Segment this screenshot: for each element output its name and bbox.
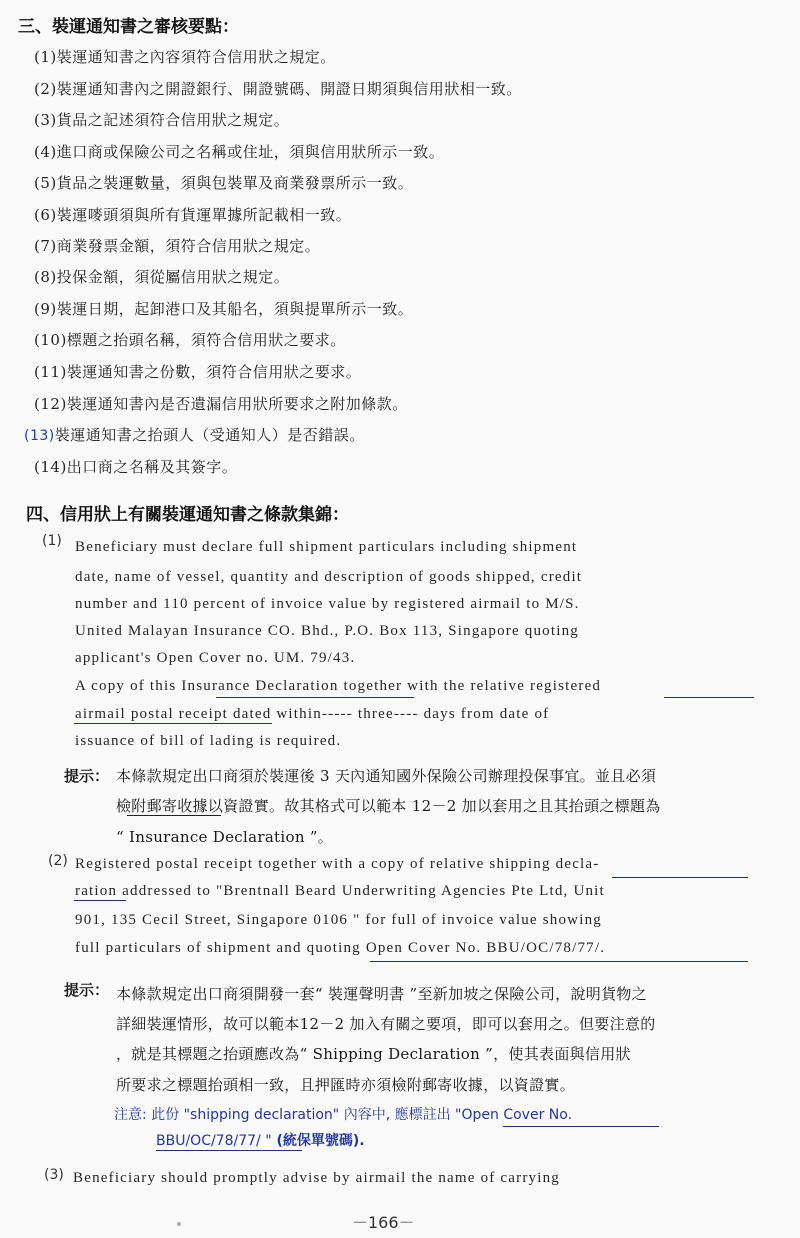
list-item: (3)貨品之記述須符合信用狀之規定。 bbox=[34, 111, 290, 129]
clause-line: airmail postal receipt dated within----- three---- days from date of bbox=[75, 706, 550, 722]
note-label: 提示： bbox=[64, 981, 110, 999]
section-3-heading: 三、裝運通知書之審核要點： bbox=[18, 17, 239, 37]
clause-line: Beneficiary must declare full shipment particulars including shipment bbox=[75, 539, 578, 555]
underline-annotation-code bbox=[156, 1150, 302, 1151]
clause-line: Beneficiary should promptly advise by airmail the name of carrying bbox=[73, 1170, 560, 1186]
clause-number: (2) bbox=[48, 853, 68, 869]
list-item: (1)裝運通知書之內容須符合信用狀之規定。 bbox=[34, 48, 336, 66]
list-item: (4)進口商或保險公司之名稱或住址，須與信用狀所示一致。 bbox=[34, 143, 445, 161]
list-item: (7)商業發票金額，須符合信用狀之規定。 bbox=[34, 237, 321, 255]
clause-line: full particulars of shipment and quoting Open Cover No. BBU/OC/78/77/. bbox=[75, 940, 606, 956]
note-line: 所要求之標題抬頭相一致，且押匯時亦須檢附郵寄收據，以資證實。 bbox=[116, 1076, 576, 1094]
scan-speck bbox=[177, 1222, 181, 1226]
list-item: (10)標題之抬頭名稱，須符合信用狀之要求。 bbox=[34, 331, 346, 349]
clause-number: (1) bbox=[42, 533, 62, 549]
note-label: 提示： bbox=[64, 767, 110, 785]
note-line: 本條款規定出口商須開發一套“ 裝運聲明書 ”至新加坡之保險公司，說明貨物之 bbox=[116, 985, 647, 1003]
annotation-note-code: BBU/OC/78/77/ " (統保單號碼). bbox=[156, 1133, 365, 1149]
underline-insurance-declaration bbox=[216, 697, 414, 698]
underline-shipping-declaration bbox=[612, 877, 748, 878]
list-item: (9)裝運日期，起卸港口及其船名，須與提單所示一致。 bbox=[34, 300, 414, 318]
underline-open-cover-no bbox=[370, 961, 748, 962]
page-number: －166－ bbox=[352, 1213, 415, 1232]
list-item: (2)裝運通知書內之開證銀行、開證號碼、開證日期須與信用狀相一致。 bbox=[34, 80, 522, 98]
clause-line: ration addressed to "Brentnall Beard Underwriting Agencies Pte Ltd, Unit bbox=[75, 883, 605, 899]
clause-line: issuance of bill of lading is required. bbox=[75, 733, 342, 749]
list-item: (12)裝運通知書內是否遺漏信用狀所要求之附加條款。 bbox=[34, 395, 408, 413]
list-item: (11)裝運通知書之份數，須符合信用狀之要求。 bbox=[34, 363, 362, 381]
clause-line: applicant's Open Cover no. UM. 79/43. bbox=[75, 650, 356, 666]
list-item: (5)貨品之裝運數量，須與包裝單及商業發票所示一致。 bbox=[34, 174, 414, 192]
note-line: ，就是其標題之抬頭應改為“ Shipping Declaration ”，使其表面與信用狀 bbox=[116, 1045, 631, 1063]
clause-line: date, name of vessel, quantity and description of goods shipped, credit bbox=[75, 569, 583, 585]
underline-registered bbox=[664, 697, 754, 698]
note-line: 本條款規定出口商須於裝運後 3 天內通知國外保險公司辦理投保事宜。並且必須 bbox=[116, 767, 657, 785]
clause-number: (3) bbox=[44, 1167, 64, 1183]
list-item: (8)投保金額，須從屬信用狀之規定。 bbox=[34, 268, 290, 286]
note-line: “ Insurance Declaration ”。 bbox=[116, 828, 334, 846]
underline-annotation-open-cover bbox=[503, 1126, 659, 1127]
list-item: (13)裝運通知書之抬頭人（受通知人）是否錯誤。 bbox=[24, 426, 365, 444]
note-line: 檢附郵寄收據以資證實。故其格式可以範本 12－2 加以套用之且其抬頭之標題為 bbox=[116, 797, 661, 815]
list-item: (14)出口商之名稱及其簽字。 bbox=[34, 458, 238, 476]
clause-line: number and 110 percent of invoice value by registered airmail to M/S. bbox=[75, 596, 580, 612]
note-line: 詳細裝運情形，故可以範本12－2 加入有關之要項，即可以套用之。但要注意的 bbox=[116, 1015, 656, 1033]
underline-ration bbox=[74, 900, 126, 901]
clause-line: United Malayan Insurance CO. Bhd., P.O. Box 113, Singapore quoting bbox=[75, 623, 580, 639]
annotation-note: 注意: 此份 "shipping declaration" 內容中, 應標註出 "Open Cover No. bbox=[114, 1107, 573, 1123]
underline-airmail-postal-receipt bbox=[74, 723, 272, 724]
section-4-heading: 四、信用狀上有關裝運通知書之條款集錦： bbox=[26, 505, 349, 525]
clause-line: 901, 135 Cecil Street, Singapore 0106 " for full of invoice value showing bbox=[75, 912, 602, 928]
list-item: (6)裝運嘜頭須與所有貨運單據所記載相一致。 bbox=[34, 206, 352, 224]
clause-line: A copy of this Insurance Declaration together with the relative registered bbox=[75, 678, 602, 694]
clause-line: Registered postal receipt together with a copy of relative shipping decla- bbox=[75, 856, 600, 872]
underline-postal-receipt-zh bbox=[127, 815, 221, 816]
